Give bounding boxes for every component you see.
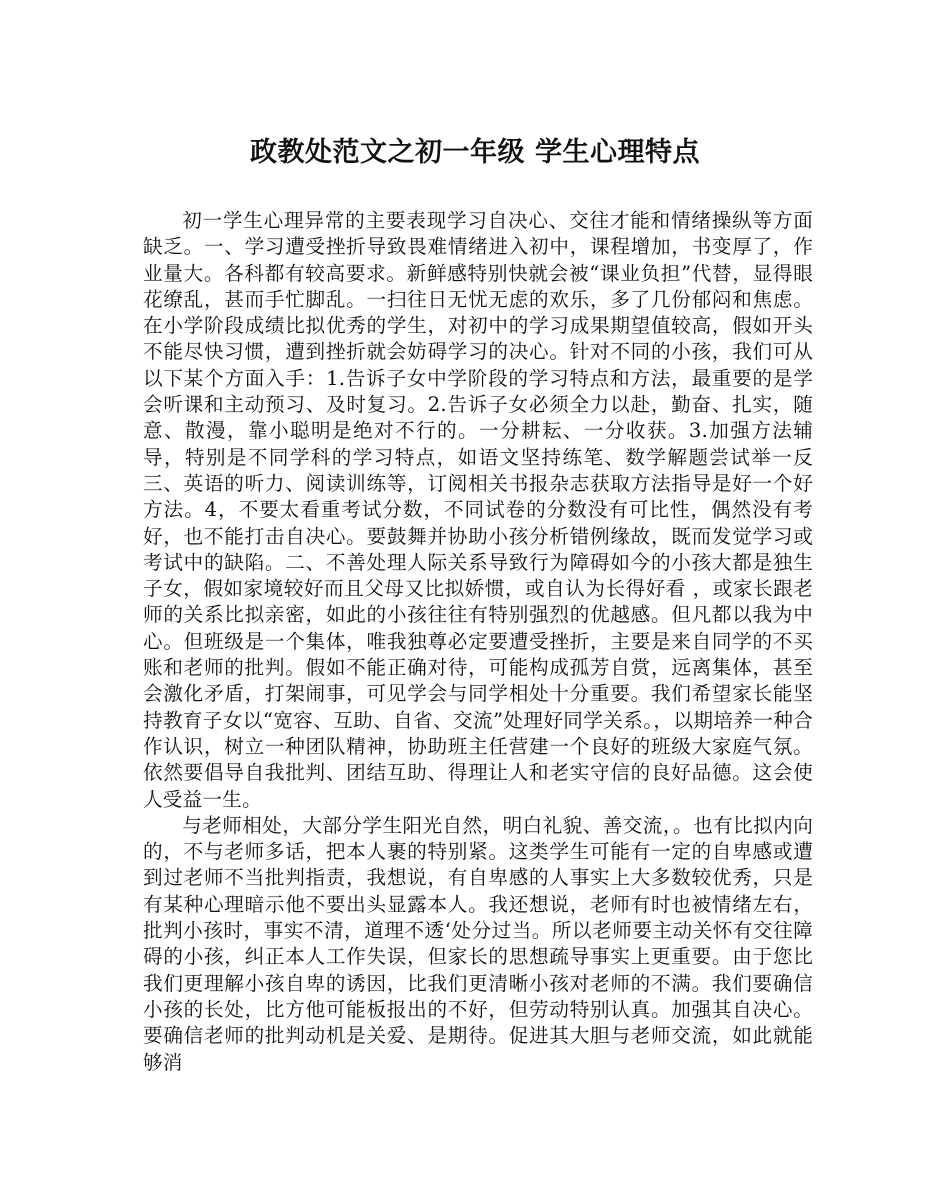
paragraph: 与老师相处，大部分学生阳光自然，明白礼貌、善交流，。也有比拟内向的，不与老师多话，把本人裹的特别紧。这类学生可能有一定的自卑感或遭到过老师不当批判指责，我想说，有自卑感的人事实上大多数较优秀，只是有某种心理暗示他不要出头显露本人。我还想说，老师有时也被情绪左右，批判小孩时，事实不清，道理不透‘处分过当。所以老师要主动关怀有交往障碍的小孩，纠正本人工作失误，但家长的思想疏导事实上更重要。由于您比我们更理解小孩自卑的诱因，比我们更清晰小孩对老师的不满。我们要确信小孩的长处，比方他可能板报出的不好，但劳动特别认真。加强其自决心。要确信老师的批判动机是关爱、是期待。促进其大胆与老师交流，如此就能够消 <box>143 813 813 1074</box>
paragraph: 初一学生心理异常的主要表现学习自决心、交往才能和情绪操纵等方面缺乏。一、学习遭受挫折导致畏难情绪进入初中，课程增加，书变厚了，作业量大。各科都有较高要求。新鲜感特别快就会被“课业负担”代替，显得眼花缭乱，甚而手忙脚乱。一扫往日无忧无虑的欢乐，多了几份郁闷和焦虑。在小学阶段成绩比拟优秀的学生，对初中的学习成果期望值较高，假如开头不能尽快习惯，遭到挫折就会妨碍学习的决心。针对不同的小孩，我们可从以下某个方面入手：1.告诉子女中学阶段的学习特点和方法，最重要的是学会听课和主动预习、及时复习。2.告诉子女必须全力以赴，勤奋、扎实，随意、散漫，靠小聪明是绝对不行的。一分耕耘、一分收获。3.加强方法辅导，特别是不同学科的学习特点，如语文坚持练笔、数学解题尝试举一反三、英语的听力、阅读训练等，订阅相关书报杂志获取方法指导是好一个好方法。4，不要太看重考试分数，不同试卷的分数没有可比性，偶然没有考好，也不能打击自决心。要鼓舞并协助小孩分析错例缘故，既而发觉学习或考试中的缺陷。二、不善处理人际关系导致行为障碍如今的小孩大都是独生子女，假如家境较好而且父母又比拟娇惯，或自认为长得好看 ，或家长跟老师的关系比拟亲密，如此的小孩往往有特别强烈的优越感。但凡都以我为中心。但班级是一个集体，唯我独尊必定要遭受挫折，主要是来自同学的不买账和老师的批判。假如不能正确对待，可能构成孤芳自赏，远离集体，甚至会激化矛盾，打架闹事，可见学会与同学相处十分重要。我们希望家长能坚持教育子女以“宽容、互助、自省、交流”处理好同学关系。，以期培养一种合作认识，树立一种团队精神，协助班主任营建一个良好的班级大家庭气氛。依然要倡导自我批判、团结互助、得理让人和老实守信的良好品德。这会使人受益一生。 <box>143 209 813 811</box>
document-title: 政教处范文之初一年级 学生心理特点 <box>250 137 700 168</box>
document-body <box>143 208 813 1076</box>
